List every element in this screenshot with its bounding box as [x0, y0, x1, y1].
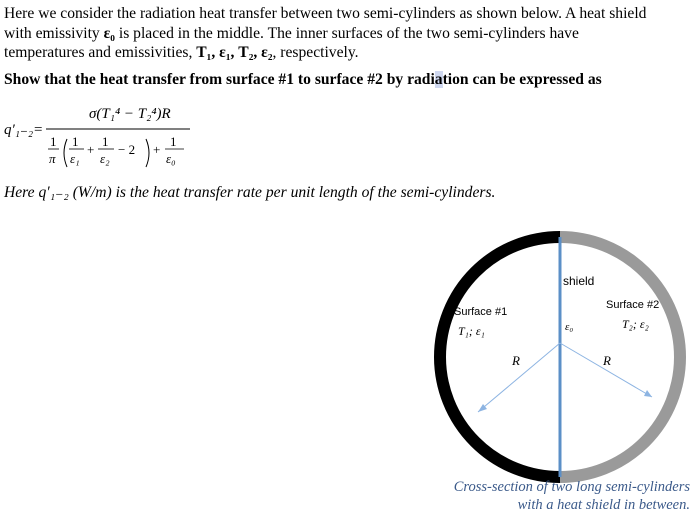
note-line: Here q′₁₋₂ (W/m) is the heat transfer rate per unit length of the semi-cylinders.	[4, 184, 496, 201]
svg-text:+: +	[153, 142, 161, 157]
eps1-term: ε₁	[70, 151, 80, 166]
task-statement: Show that the heat transfer from surface #1 to surface #2 by radiation can be expressed as	[4, 71, 602, 88]
text-cursor-highlight: a	[434, 71, 443, 88]
params-symbols: T₁, ε₁, T₂, ε₂	[196, 44, 273, 61]
left-paren	[64, 139, 67, 167]
note-unit: (W/m)	[72, 184, 112, 201]
svg-text:1: 1	[72, 134, 79, 149]
surface1-label: Surface #1	[454, 306, 508, 318]
figure-caption	[420, 479, 690, 514]
svg-text:+: +	[87, 142, 95, 157]
intro-paragraph	[4, 4, 694, 63]
note-q-symbol: q′₁₋₂	[38, 184, 69, 201]
surface2-params: T₂; ε₂	[622, 317, 649, 331]
intro-line-3: temperatures and emissivities, T₁, ε₁, T₂, ε₂, respectively.	[4, 44, 359, 61]
radius-arrow-right	[560, 343, 652, 397]
svg-text:− 2: − 2	[118, 142, 136, 157]
radius-label-right: R	[603, 353, 611, 368]
surface2-label: Surface #2	[606, 299, 660, 311]
eps2-term: ε₂	[100, 151, 110, 166]
eps0-term: ε₀	[166, 151, 176, 166]
eps0-symbol: ε₀	[103, 24, 115, 42]
shield-label: shield	[563, 274, 595, 288]
svg-text:1: 1	[170, 134, 177, 149]
shield-eps: ε₀	[565, 321, 574, 333]
caption-line-1: Cross-section of two long semi-cylinders	[453, 479, 690, 495]
radius-label-left: R	[512, 353, 520, 368]
intro-line-1: Here we consider the radiation heat transfer between two semi-cylinders as shown below. A heat shield	[4, 5, 647, 22]
surface1-params: T₁; ε₁	[458, 324, 485, 338]
caption-line-2: with a heat shield in between.	[517, 496, 690, 513]
formula-numerator: σ(T₁⁴ − T₂⁴)R	[89, 106, 171, 122]
right-paren	[146, 139, 149, 167]
formula-lhs: q′₁₋₂	[4, 122, 34, 138]
formula-equals: =	[34, 122, 43, 138]
semi-cylinder-diagram	[420, 225, 700, 522]
intro-line-2: with emissivity ε₀ is placed in the middle. The inner surfaces of the two semi-cylinders have	[4, 24, 579, 42]
svg-text:1: 1	[102, 134, 109, 149]
heat-transfer-formula	[4, 98, 224, 176]
surface2-wall	[560, 237, 680, 477]
surface1-wall	[440, 237, 560, 477]
one-over-pi-den: π	[49, 151, 56, 166]
one-over-pi-num: 1	[50, 134, 57, 149]
